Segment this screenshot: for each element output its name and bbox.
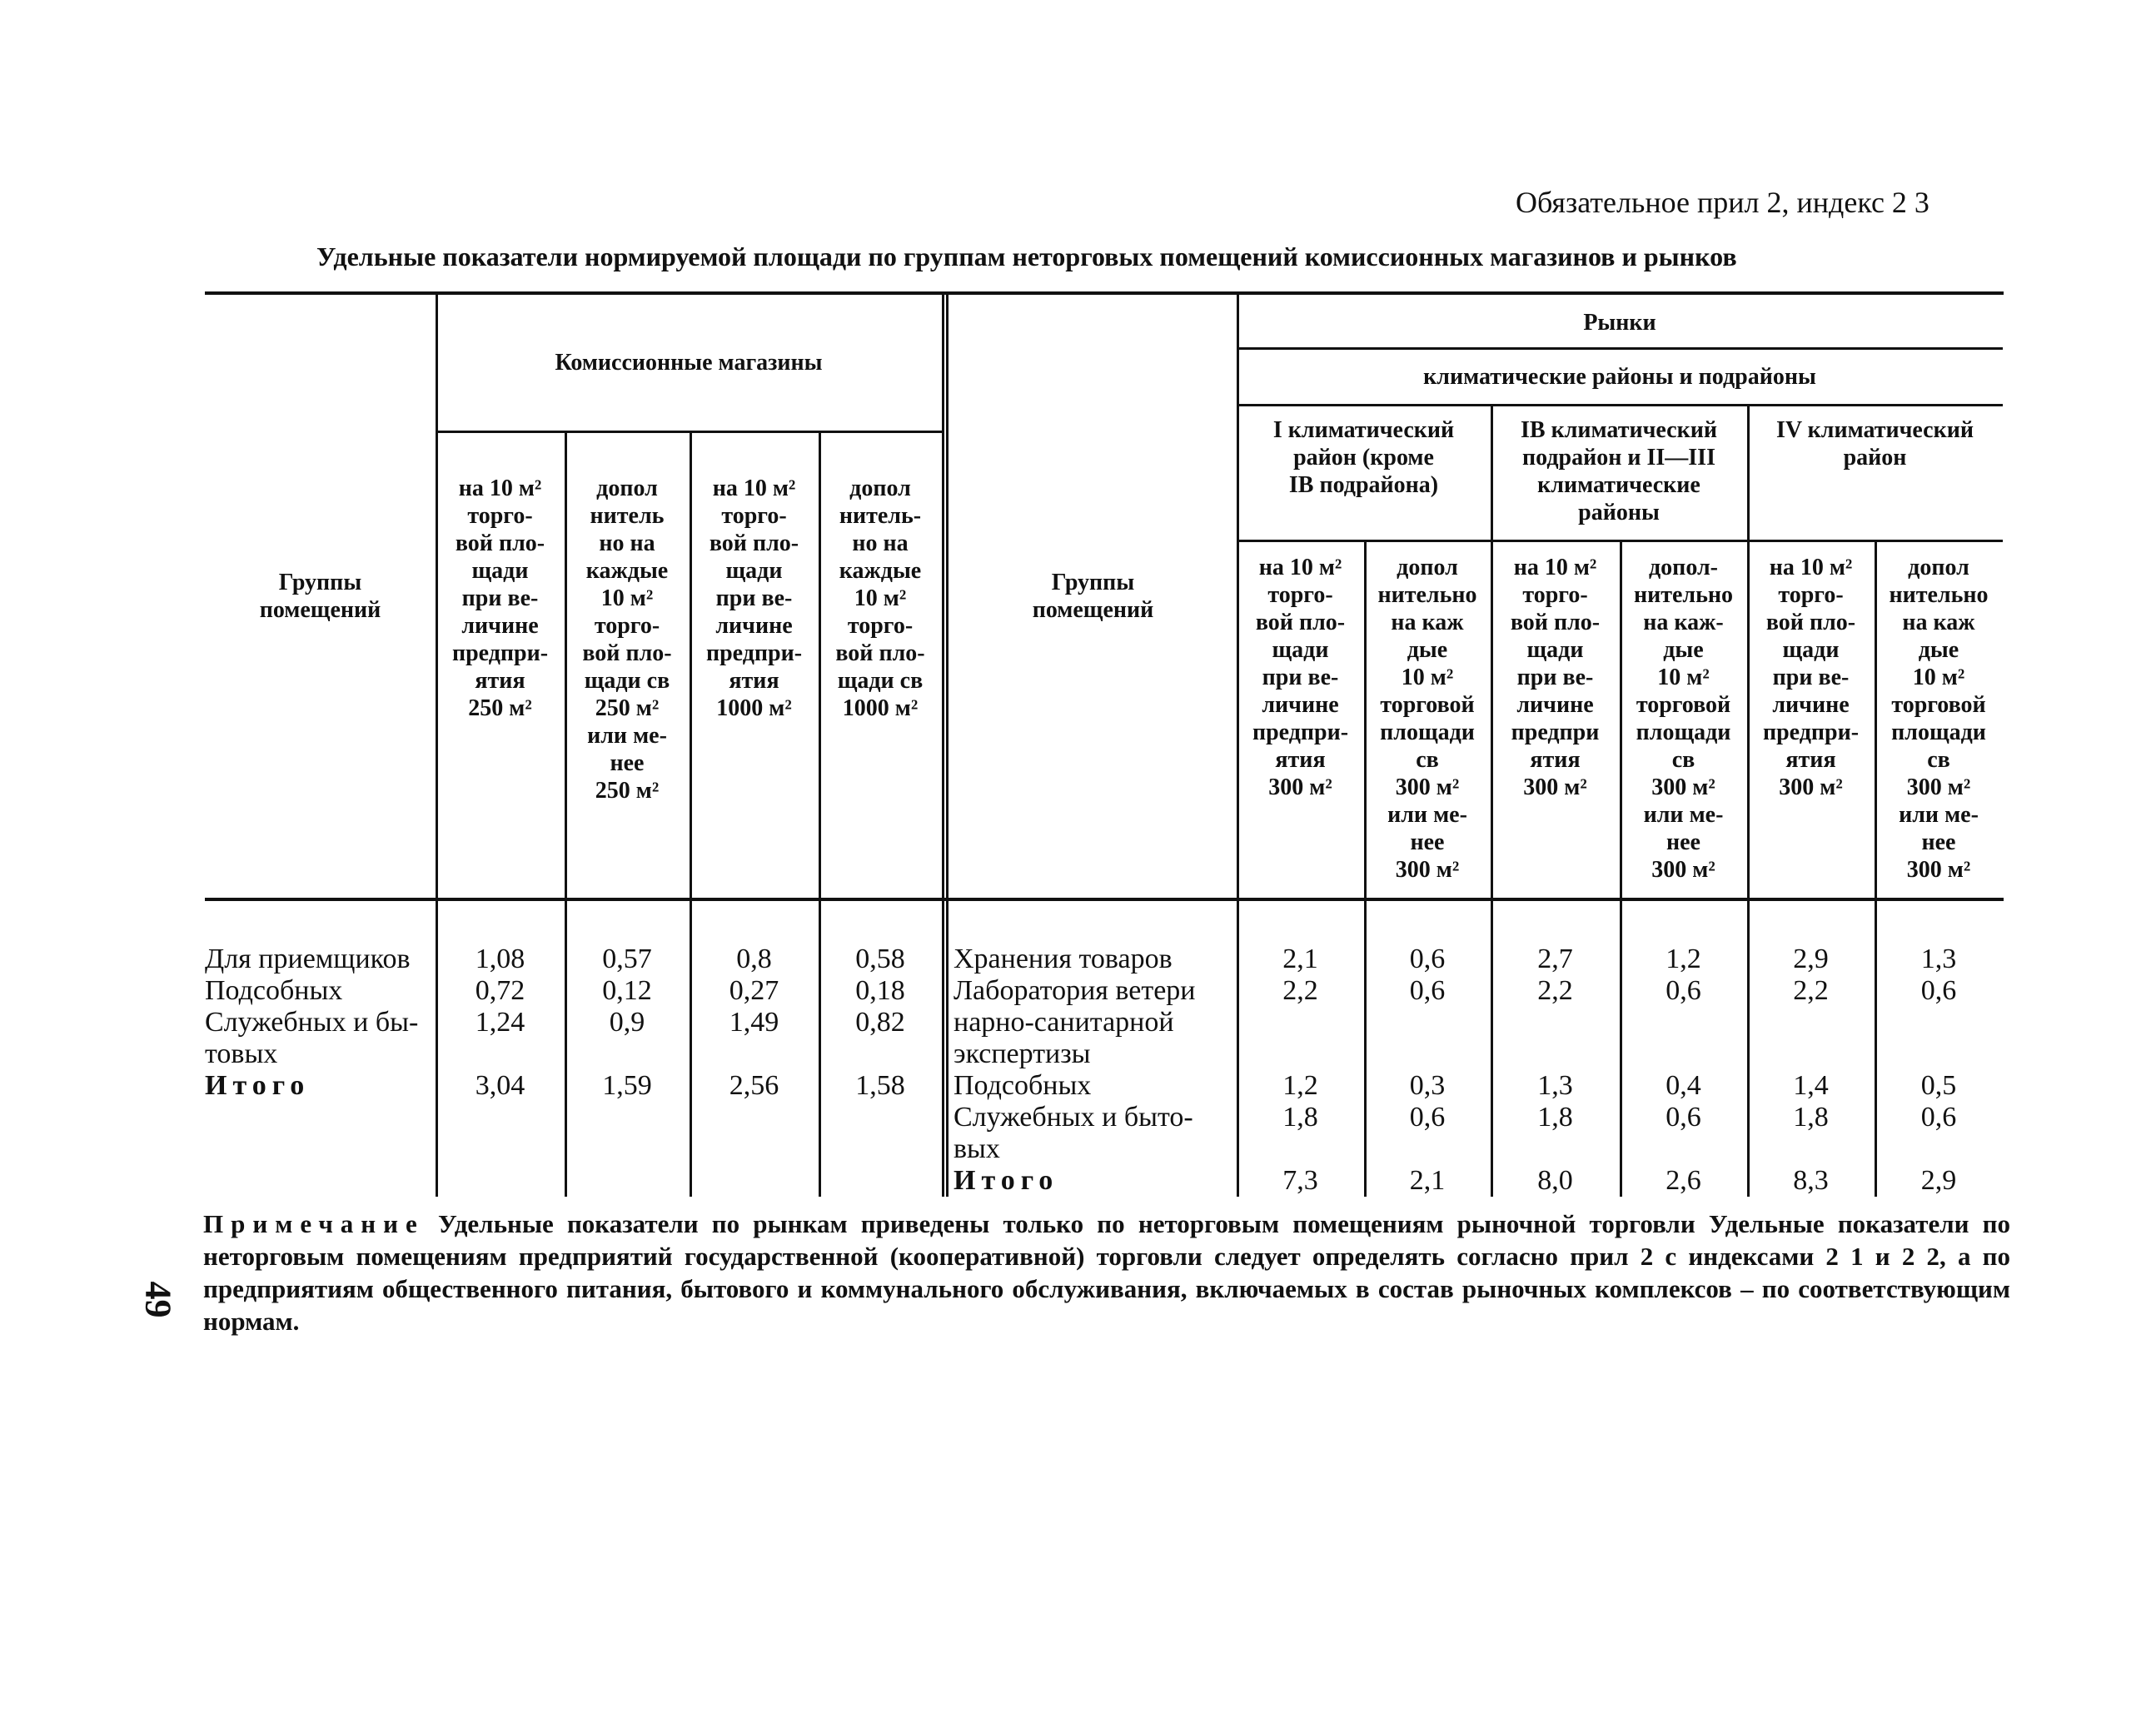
row-label: Для приемщиков (205, 944, 411, 974)
header-line: на 10 м² (458, 476, 542, 501)
header-line: при ве- (1772, 665, 1850, 690)
table-cell-value: 0,18 (855, 975, 905, 1006)
header-line: личине (715, 613, 793, 639)
header-line: или ме- (1899, 802, 1979, 828)
header-line: на 10 м² (1769, 555, 1853, 580)
row-label: Служебных и бы- (205, 1007, 419, 1038)
table-cell-value: 1,59 (602, 1070, 652, 1101)
header-line: ятия (475, 668, 525, 694)
header-line: IB подрайона) (1288, 472, 1439, 498)
header-line: вой пло- (709, 530, 799, 556)
header-line: при ве- (1262, 665, 1339, 690)
header-market-col-4 (1620, 554, 1747, 895)
header-line: 10 м² (600, 585, 654, 611)
header-line: на каж (1902, 610, 1975, 635)
header-line: 250 м² (595, 695, 660, 721)
header-line: ятия (1785, 747, 1836, 773)
header-line: помещений (1032, 597, 1154, 623)
header-line: 10 м² (1912, 665, 1965, 690)
header-line: допол (1397, 555, 1458, 580)
header-line: 300 м² (1523, 774, 1587, 800)
header-climatic-regions (1237, 350, 2003, 404)
table-cell-value: 1,24 (475, 1007, 525, 1038)
header-line: Рынки (1583, 310, 1656, 336)
header-line: ятия (1275, 747, 1326, 773)
header-comm-col-4 (819, 475, 942, 891)
table-cell-value: 2,2 (1537, 975, 1573, 1006)
table-cell-value: 0,6 (1920, 1102, 1957, 1133)
table-cell-value: 2,7 (1537, 944, 1573, 974)
header-line: допол (849, 476, 911, 501)
row-label: Подсобных (205, 975, 343, 1006)
header-line: площади (1380, 720, 1475, 745)
table-rule (942, 293, 944, 1197)
header-line: каждые (839, 558, 922, 584)
header-line: на каж- (1643, 610, 1724, 635)
table-cell-value: 2,9 (1920, 1165, 1957, 1196)
table-cell-value: 0,5 (1920, 1070, 1957, 1101)
header-line: при ве- (1516, 665, 1594, 690)
table-rule (205, 291, 2004, 295)
header-line: или ме- (1387, 802, 1467, 828)
header-line: каждые (585, 558, 669, 584)
header-line: щади (725, 558, 783, 584)
header-line: нее (1410, 829, 1445, 855)
header-line: предпри (1511, 720, 1600, 745)
table-cell-value: 2,1 (1282, 944, 1318, 974)
table-cell-value: 8,3 (1793, 1165, 1829, 1196)
header-line: площади (1891, 720, 1986, 745)
header-line: щади (1782, 637, 1840, 663)
header-line: нее (610, 750, 645, 776)
header-region-3 (1747, 416, 2003, 537)
table-cell-value: 0,8 (736, 944, 772, 974)
header-line: дые (1918, 637, 1959, 663)
header-line: торговой (1891, 692, 1986, 718)
header-line: вой пло- (835, 640, 925, 666)
header-line: торго- (847, 613, 914, 639)
header-line: районы (1578, 500, 1660, 525)
header-line: предпри- (1762, 720, 1860, 745)
header-line: вой пло- (1255, 610, 1346, 635)
header-market-col-2 (1364, 554, 1491, 895)
header-region-1 (1237, 416, 1491, 537)
table-rule (946, 293, 949, 1197)
table-cell-value: 2,9 (1793, 944, 1829, 974)
table-cell-value: 0,58 (855, 944, 905, 974)
row-label: Служебных и быто- (954, 1102, 1193, 1133)
table-cell-value: 2,6 (1666, 1165, 1701, 1196)
header-line: допол (1908, 555, 1969, 580)
header-line: IV климатический (1775, 417, 1974, 443)
header-line: 250 м² (595, 778, 660, 804)
header-line: нитель- (839, 503, 922, 529)
header-line: 300 м² (1906, 857, 1971, 883)
header-market-col-6 (1875, 554, 2003, 895)
header-line: нительно (1889, 582, 1989, 608)
header-line: площади (1636, 720, 1731, 745)
table-cell-value: 1,58 (855, 1070, 905, 1101)
header-line: подрайон и II—III (1522, 445, 1715, 471)
table-cell-value: 2,2 (1282, 975, 1318, 1006)
row-label: нарно-санитарной (954, 1007, 1174, 1038)
header-line: допол (596, 476, 658, 501)
row-label: Хранения товаров (954, 944, 1173, 974)
header-line: торго- (1778, 582, 1844, 608)
header-region-2 (1491, 416, 1747, 537)
table-cell-value: 0,6 (1666, 1102, 1701, 1133)
table-rule (205, 898, 2004, 901)
footnote-text: Удельные показатели по рынкам приведены только по неторговым помещениям рыночной торговли Удельные показатели по неторговым помещениям предприятий государственной (кооперативной) торговли следует определять согласно прил 2 с индексами 2 1 и 2 2, а по предприятиям общественного питания, бытового и коммунального обслуживания, включаемых в состав рыночных комплексов – по соответствующим нормам. (203, 1209, 2010, 1336)
header-line: торго- (1267, 582, 1333, 608)
table-cell-value: 1,8 (1793, 1102, 1829, 1133)
header-line: 300 м² (1651, 774, 1715, 800)
row-label: Подсобных (954, 1070, 1092, 1101)
page-number: 49 (137, 1281, 179, 1318)
table-cell-value: 1,8 (1537, 1102, 1573, 1133)
table-cell-value: 0,72 (475, 975, 525, 1006)
header-market-col-1 (1237, 554, 1364, 895)
header-line: торго- (594, 613, 660, 639)
header-market-col-5 (1747, 554, 1875, 895)
header-line: на каж (1391, 610, 1464, 635)
footnote (203, 1208, 2010, 1337)
header-line: нее (1921, 829, 1956, 855)
header-comm-col-3 (690, 475, 819, 891)
annex-label: Обязательное прил 2, индекс 2 3 (1516, 186, 1929, 219)
header-line: предпри- (1252, 720, 1349, 745)
header-line: ятия (1530, 747, 1581, 773)
table-rule (1237, 404, 2003, 406)
row-label: Итого (205, 1070, 311, 1101)
header-line: 10 м² (1657, 665, 1710, 690)
table-cell-value: 1,2 (1666, 944, 1701, 974)
table-cell-value: 0,6 (1666, 975, 1701, 1006)
header-groups-left (205, 296, 436, 897)
header-line: I климатический (1272, 417, 1455, 443)
header-line: Группы (1051, 570, 1135, 595)
table-cell-value: 8,0 (1537, 1165, 1573, 1196)
header-line: климатические (1537, 472, 1700, 498)
header-line: на 10 м² (712, 476, 796, 501)
header-line: св (1416, 747, 1439, 773)
header-line: вой пло- (582, 640, 672, 666)
table-cell-value: 1,08 (475, 944, 525, 974)
header-market-col-3 (1491, 554, 1620, 895)
header-line: IB климатический (1521, 417, 1717, 443)
header-groups-right (949, 296, 1237, 897)
table-cell-value: 1,49 (729, 1007, 779, 1038)
header-line: Группы (278, 570, 362, 595)
table-cell-value: 1,2 (1282, 1070, 1318, 1101)
header-line: вой пло- (1765, 610, 1856, 635)
header-line: 1000 м² (716, 695, 792, 721)
table-cell-value: 0,82 (855, 1007, 905, 1038)
header-line: нитель (590, 503, 665, 529)
header-line: вой пло- (455, 530, 545, 556)
header-line: ятия (729, 668, 779, 694)
header-line: торго- (721, 503, 787, 529)
header-line: 1000 м² (842, 695, 919, 721)
header-line: личине (461, 613, 539, 639)
table-cell-value: 1,4 (1793, 1070, 1829, 1101)
table-cell-value: 0,6 (1409, 1102, 1446, 1133)
table-cell-value: 3,04 (475, 1070, 525, 1101)
header-line: нее (1666, 829, 1700, 855)
table-title: Удельные показатели нормируемой площади по группам неторговых помещений комиссионных магазинов и рынков (316, 242, 1737, 271)
header-line: щади св (837, 668, 924, 694)
header-line: личине (1772, 692, 1850, 718)
table-cell-value: 0,6 (1409, 944, 1446, 974)
table-cell-value: 0,6 (1920, 975, 1957, 1006)
table-cell-value: 0,57 (602, 944, 652, 974)
header-line: помещений (259, 597, 381, 623)
header-line: при ве- (715, 585, 793, 611)
table-cell-value: 2,2 (1793, 975, 1829, 1006)
header-line: или ме- (587, 723, 667, 749)
header-line: Комиссионные магазины (555, 349, 823, 376)
header-line: на 10 м² (1513, 555, 1597, 580)
row-label: экспертизы (954, 1038, 1091, 1069)
header-line: 300 м² (1395, 857, 1460, 883)
header-line: климатические районы и подрайоны (1423, 364, 1816, 390)
header-line: 300 м² (1651, 857, 1715, 883)
header-markets (1237, 296, 2003, 350)
header-line: 300 м² (1268, 774, 1332, 800)
header-line: 10 м² (1401, 665, 1454, 690)
header-line: район (1843, 445, 1907, 471)
table-cell-value: 0,27 (729, 975, 779, 1006)
table-cell-value: 0,4 (1666, 1070, 1701, 1101)
header-line: щади св (584, 668, 670, 694)
header-line: щади (1526, 637, 1584, 663)
header-line: нительно (1377, 582, 1477, 608)
table-cell-value: 0,12 (602, 975, 652, 1006)
header-commission-shops (436, 296, 942, 429)
header-line: 300 м² (1395, 774, 1460, 800)
table-cell-value: 1,3 (1920, 944, 1957, 974)
row-label: вых (954, 1133, 1000, 1164)
header-line: на 10 м² (1258, 555, 1342, 580)
table-cell-value: 2,1 (1409, 1165, 1446, 1196)
header-line: личине (1516, 692, 1594, 718)
header-line: но на (852, 530, 909, 556)
header-line: 10 м² (854, 585, 907, 611)
table-cell-value: 7,3 (1282, 1165, 1318, 1196)
row-label: товых (205, 1038, 278, 1069)
header-line: район (кроме (1293, 445, 1434, 471)
header-line: торговой (1636, 692, 1731, 718)
table-cell-value: 0,6 (1409, 975, 1446, 1006)
header-line: щади (1272, 637, 1329, 663)
footnote-prefix: Примечание (203, 1209, 425, 1238)
header-line: торговой (1380, 692, 1475, 718)
header-line: дые (1407, 637, 1448, 663)
header-line: личине (1262, 692, 1339, 718)
table-cell-value: 0,3 (1409, 1070, 1446, 1101)
table-cell-value: 1,3 (1537, 1070, 1573, 1101)
header-line: предпри- (451, 640, 549, 666)
row-label: Лаборатория ветери (954, 975, 1196, 1006)
header-line: при ве- (461, 585, 539, 611)
header-line: нительно (1633, 582, 1734, 608)
header-line: вой пло- (1510, 610, 1601, 635)
header-line: или ме- (1643, 802, 1724, 828)
row-label: Итого (954, 1165, 1059, 1196)
header-line: но на (599, 530, 655, 556)
header-line: торго- (1522, 582, 1588, 608)
header-line: торго- (467, 503, 533, 529)
header-line: допол- (1649, 555, 1718, 580)
table-cell-value: 1,8 (1282, 1102, 1318, 1133)
header-line: предпри- (705, 640, 803, 666)
header-line: 250 м² (468, 695, 532, 721)
header-comm-col-1 (436, 475, 565, 891)
header-comm-col-2 (565, 475, 690, 891)
table-cell-value: 0,9 (609, 1007, 645, 1038)
header-line: щади (471, 558, 529, 584)
header-line: дые (1663, 637, 1704, 663)
header-line: св (1671, 747, 1695, 773)
header-line: 300 м² (1906, 774, 1971, 800)
header-line: св (1927, 747, 1950, 773)
header-line: 300 м² (1779, 774, 1843, 800)
table-cell-value: 2,56 (729, 1070, 779, 1101)
